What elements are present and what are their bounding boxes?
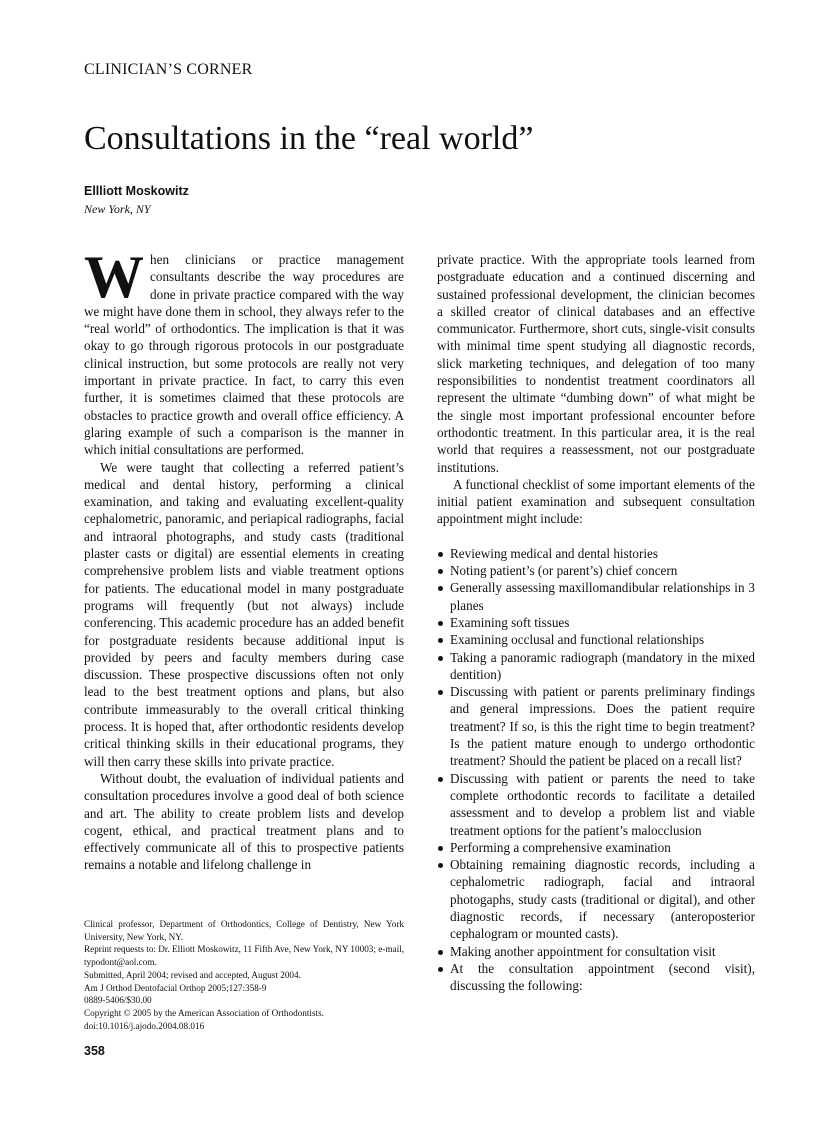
body-paragraph: private practice. With the appropriate tools learned from postgraduate education and a continued discerning and sustained professional development, the clinician becomes a skilled creator of clinical databases and an effective communicator. Furthermore, short cuts, single-visit consults with minimal time spent studying all diagnostic records, slick marketing techniques, and delegation of too many responsibilities to nondentist treatment coordinators all represent the ultimate “dumbing down” of what might be the single most important professional encounter before orthodontic treatment. In this particular area, it is the real world that requires a reassessment, not our postgraduate institutions. (437, 252, 755, 475)
checklist-item: Examining occlusal and functional relationships (437, 631, 755, 648)
checklist-item: At the consultation appointment (second visit), discussing the following: (437, 960, 755, 995)
drop-cap: W (84, 244, 144, 310)
spacer (437, 528, 755, 545)
checklist-item: Noting patient’s (or parent’s) chief concern (437, 562, 755, 579)
checklist (437, 545, 755, 995)
footnote-affiliation: Clinical professor, Department of Orthodontics, College of Dentistry, New York University, New York, NY. (84, 919, 404, 942)
checklist-item: Making another appointment for consultation visit (437, 943, 755, 960)
footnotes (84, 918, 404, 1032)
footnote-reprint: Reprint requests to: Dr. Elliott Moskowitz, 11 Fifth Ave, New York, NY 10003; e-mail, typodont@aol.com. (84, 944, 404, 968)
checklist-item: Performing a comprehensive examination (437, 839, 755, 856)
body-paragraph: When clinicians or practice management consultants describe the way procedures are done in private practice compared with the way we might have done them in school, they always refer to the “real world” of orthodontics. The implication is that it was okay to go through rigorous protocols in our postgraduate clinical instruction, but some protocols are really not very important in private practice. In fact, to carry this even further, it is sometimes claimed that these protocols are obstacles to practice growth and overall office efficiency. A glaring example of such a comparison is the manner in which initial consultations are performed. (84, 244, 404, 458)
left-column (84, 244, 404, 874)
body-paragraph: Without doubt, the evaluation of individual patients and consultation procedures involve a good deal of both science and art. The ability to create problem lists and develop cogent, ethical, and practical treatment plans and to effectively communicate all of this to prospective patients remains a notable and lifelong challenge in (84, 770, 404, 873)
author-name: Ellliott Moskowitz (84, 184, 189, 198)
checklist-item: Obtaining remaining diagnostic records, including a cephalometric radiograph, facial and intraoral photogaphs, study casts (traditional or digital), and other diagnostic records, if necessary (anteroposterior cephalogram or mounted casts). (437, 856, 755, 942)
checklist-item: Taking a panoramic radiograph (mandatory in the mixed dentition) (437, 649, 755, 684)
footnote-copyright: Copyright © 2005 by the American Association of Orthodontists. (84, 1007, 324, 1018)
checklist-item: Discussing with patient or parents preliminary findings and general impressions. Does the patient require treatment? If so, is this the right time to begin treatment? Is the patient mature enough to undergo orthodontic treatment? Should the patient be placed on a recall list? (437, 683, 755, 769)
checklist-item: Reviewing medical and dental histories (437, 545, 755, 562)
author-location: New York, NY (84, 202, 151, 216)
section-label: CLINICIAN’S CORNER (84, 61, 253, 78)
right-column (437, 251, 755, 994)
footnote-citation: Am J Orthod Dentofacial Orthop 2005;127:358-9 (84, 982, 267, 993)
footnote-doi: doi:10.1016/j.ajodo.2004.08.016 (84, 1020, 205, 1031)
checklist-item: Generally assessing maxillomandibular relationships in 3 planes (437, 579, 755, 614)
footnote-submitted: Submitted, April 2004; revised and accepted, August 2004. (84, 969, 301, 980)
body-paragraph: A functional checklist of some important elements of the initial patient examination and subsequent consultation appointment might include: (437, 476, 755, 527)
checklist-item: Examining soft tissues (437, 614, 755, 631)
checklist-item: Discussing with patient or parents the need to take complete orthodontic records to facilitate a detailed assessment and to develop a problem list and viable treatment options for the patient’s malocclusion (437, 770, 755, 839)
footnote-issn: 0889-5406/$30.00 (84, 995, 152, 1006)
page-number: 358 (84, 1044, 105, 1058)
body-paragraph: We were taught that collecting a referred patient’s medical and dental history, performing a clinical examination, and taking and evaluating excellent-quality cephalometric, panoramic, and periapical radiographs, facial and intraoral photographs, and study casts (traditional plaster casts or digital) are essential elements in creating comprehensive problem lists and viable treatment options for patients. The educational model in many postgraduate programs will frequently (but not always) include conferencing. This academic procedure has an added benefit for postgraduate residents because additional input is provided by peers and faculty members during case discussion. These prospective discussions often not only lead to the best treatment options and plans, but also contribute immeasurably to the overall critical thinking process. It is hoped that, after orthodontic residents develop critical thinking skills in their educational programs, they will then carry these skills into private practice. (84, 459, 404, 769)
article-title: Consultations in the “real world” (84, 120, 534, 157)
